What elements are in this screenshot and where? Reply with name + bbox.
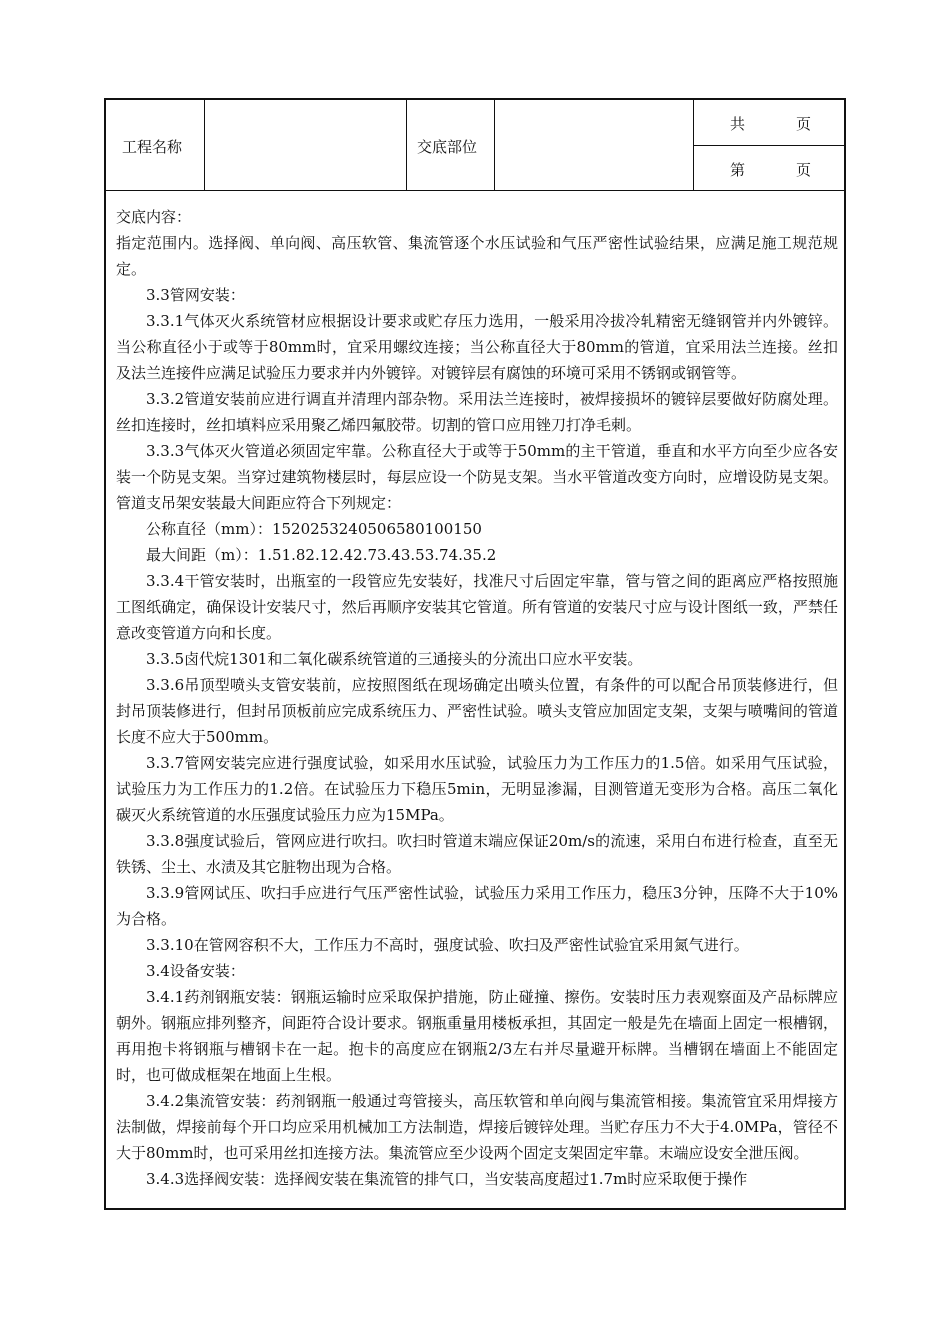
content-paragraph: 3.3.3气体灭火管道必须固定牢靠。公称直径大于或等于50mm的主干管道，垂直和水平方向至少应各安装一个防晃支架。当穿过建筑物楼层时，每层应设一个防晃支架。当水平管道改变方向时，应增设防晃支架。管道支吊架安装最大间距应符合下列规定： — [116, 442, 838, 512]
content-paragraph: 3.4.1药剂钢瓶安装：钢瓶运输时应采取保护措施，防止碰撞、擦伤。安装时压力表观察面及产品标牌应朝外。钢瓶应排列整齐，间距符合设计要求。钢瓶重量用楼板承担，其固定一般是先在墙面上固定一根槽钢，再用抱卡将钢瓶与槽钢卡在一起。抱卡的高度应在钢瓶2/3左右并尽量避开标牌。当槽钢在墙面上不能固定时，也可做成框架在地面上生根。 — [116, 988, 838, 1084]
content-paragraph: 3.3.8强度试验后，管网应进行吹扫。吹扫时管道末端应保证20m/s的流速，采用白布进行检查，直至无铁锈、尘土、水渍及其它脏物出现为合格。 — [116, 832, 838, 876]
content-paragraph: 3.3.6吊顶型喷头支管安装前，应按照图纸在现场确定出喷头位置，有条件的可以配合吊顶装修进行，但封吊顶装修进行，但封吊顶板前应完成系统压力、严密性试验。喷头支管应加固定支架，支架与喷嘴间的管道长度不应大于500mm。 — [116, 676, 838, 746]
content-paragraph: 3.3.5卤代烷1301和二氧化碳系统管道的三通接头的分流出口应水平安装。 — [146, 650, 643, 668]
content-paragraph: 3.4.2集流管安装：药剂钢瓶一般通过弯管接头，高压软管和单向阀与集流管相接。集流管宜采用焊接方法制做，焊接前每个开口均应采用机械加工方法制造，焊接后镀锌处理。当贮存压力不大于4.0MPa，管径不大于80mm时，也可采用丝扣连接方法。集流管应至少设两个固定支架固定牢靠。末端应设安全泄压阀。 — [116, 1092, 838, 1162]
total-pages-label: 共 — [730, 115, 746, 133]
content-paragraph: 3.3.9管网试压、吹扫手应进行气压严密性试验，试验压力采用工作压力，稳压3分钟，压降不大于10%为合格。 — [116, 884, 838, 928]
disclosure-form — [104, 98, 846, 1210]
content-paragraph: 3.3.1气体灭火系统管材应根据设计要求或贮存压力选用，一般采用冷拔冷轧精密无缝钢管并内外镀锌。当公称直径小于或等于80mm时，宜采用螺纹连接；当公称直径大于80mm的管道，宜采用法兰连接。丝扣及法兰连接件应满足试验压力要求并内外镀锌。对镀锌层有腐蚀的环境可采用不锈钢或钢管等。 — [116, 312, 838, 382]
page-number-suffix: 页 — [796, 161, 812, 179]
section-heading: 3.4设备安装： — [146, 962, 245, 980]
project-name-label: 工程名称 — [122, 138, 183, 156]
content-heading: 交底内容： — [116, 208, 192, 226]
total-pages-suffix: 页 — [796, 115, 812, 133]
header-divider-3 — [494, 100, 495, 190]
section-heading: 3.3管网安装： — [146, 286, 245, 304]
header-divider-1 — [204, 100, 205, 190]
disclosure-part-label: 交底部位 — [417, 138, 478, 156]
content-paragraph: 3.3.2管道安装前应进行调直并清理内部杂物。采用法兰连接时，被焊接损坏的镀锌层要做好防腐处理。丝扣连接时，丝扣填料应采用聚乙烯四氟胶带。切割的管口应用锉刀打净毛刺。 — [116, 390, 838, 434]
header-bottom-rule — [106, 190, 844, 191]
spec-row-spacing: 最大间距（m）：1.51.82.12.42.73.43.53.74.35.2 — [146, 546, 497, 564]
content-paragraph: 3.3.7管网安装完应进行强度试验，如采用水压试验，试验压力为工作压力的1.5倍。如采用气压试验，试验压力为工作压力的1.2倍。在试验压力下稳压5min，无明显渗漏，目测管道无变形为合格。高压二氧化碳灭火系统管道的水压强度试验压力应为15MPa。 — [116, 754, 838, 824]
content-paragraph: 3.3.4干管安装时，出瓶室的一段管应先安装好，找准尺寸后固定牢靠，管与管之间的距离应严格按照施工图纸确定，确保设计安装尺寸，然后再顺序安装其它管道。所有管道的安装尺寸应与设计图纸一致，严禁任意改变管道方向和长度。 — [116, 572, 838, 642]
header-mid-rule — [693, 145, 844, 146]
content-paragraph: 指定范围内。选择阀、单向阀、高压软管、集流管逐个水压试验和气压严密性试验结果，应满足施工规范规定。 — [116, 234, 838, 278]
spec-row-diameter: 公称直径（mm）：15202532405065801001​50 — [146, 520, 482, 538]
content-paragraph: 3.3.10在管网容积不大，工作压力不高时，强度试验、吹扫及严密性试验宜采用氮气进行。 — [146, 936, 749, 954]
content-paragraph: 3.4.3选择阀安装：选择阀安装在集流管的排气口，当安装高度超过1.7m时应采取便于操作 — [146, 1170, 748, 1188]
header-divider-4 — [693, 100, 694, 190]
disclosure-content — [116, 204, 838, 1192]
page-number-label: 第 — [730, 161, 746, 179]
header-divider-2 — [406, 100, 407, 190]
